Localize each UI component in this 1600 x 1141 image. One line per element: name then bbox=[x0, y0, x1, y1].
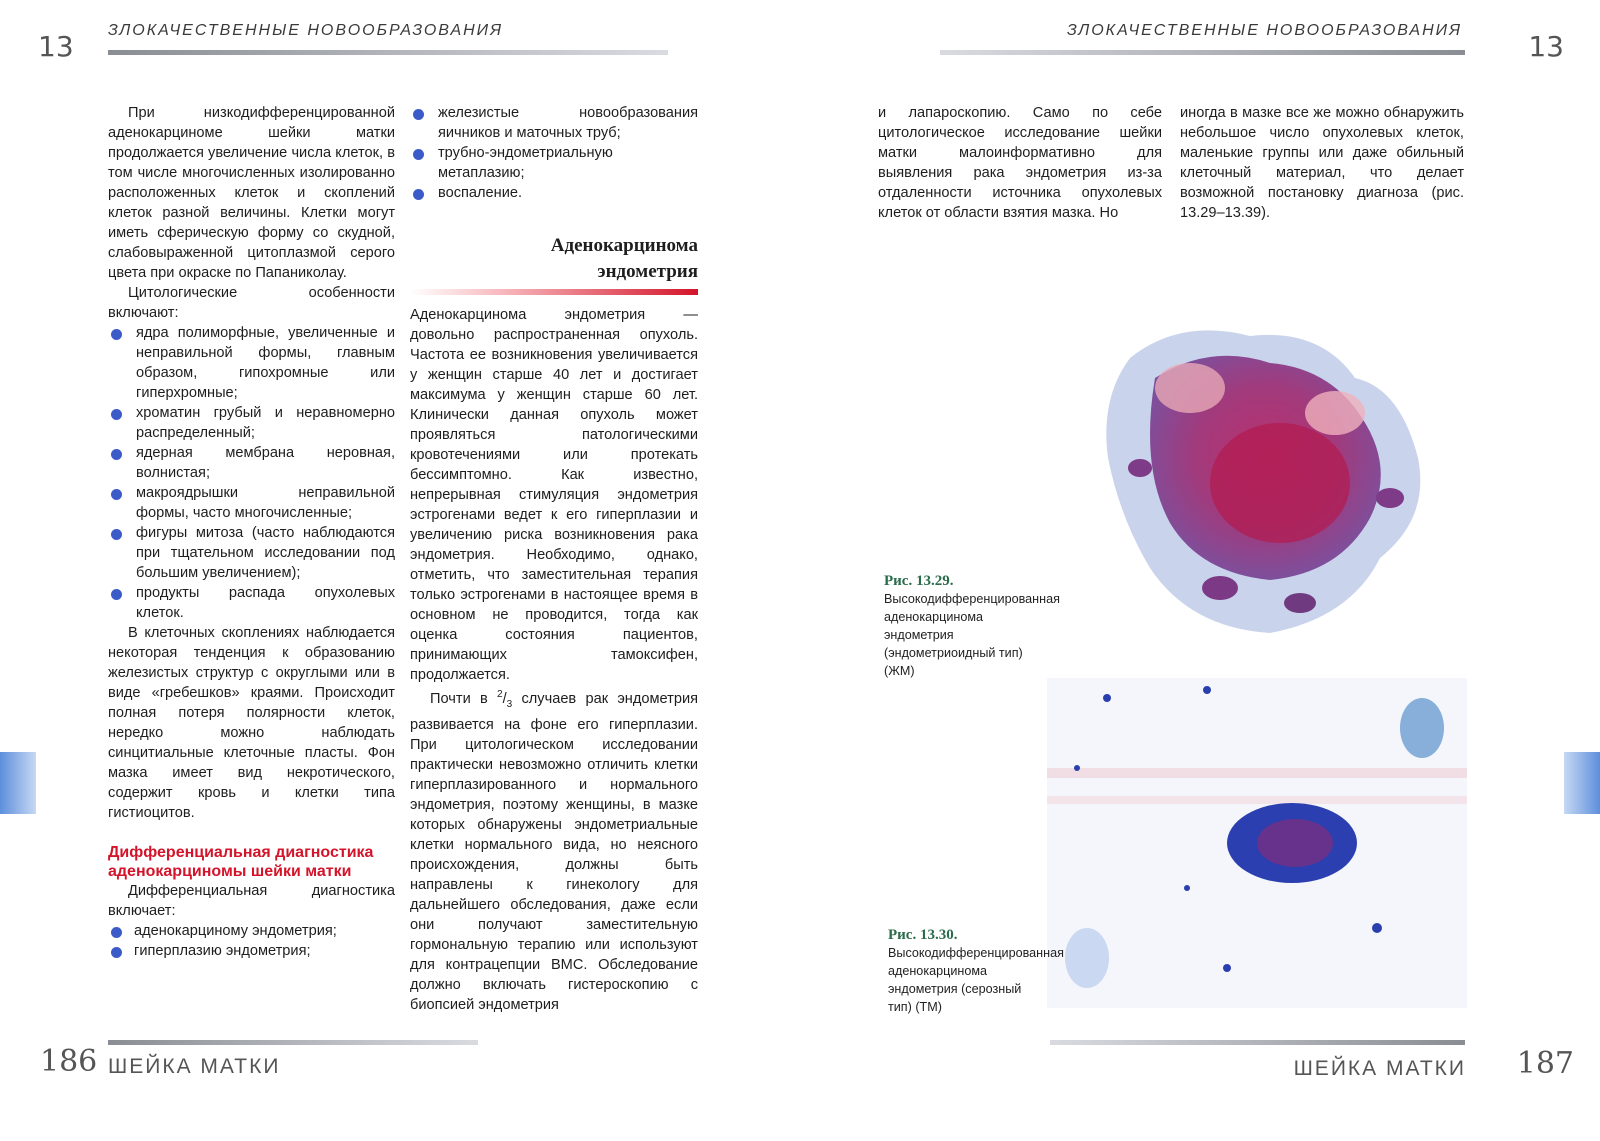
differential-list bbox=[108, 921, 395, 961]
side-tab-right bbox=[1564, 752, 1600, 814]
list-item: ядра полиморфные, увеличенные и неправильной формы, главным образом, гипохромные или гиперхромные; bbox=[108, 323, 395, 403]
figure-caption-text: Высокодифференцированная аденокарцинома эндометрия (серозный тип) (ТМ) bbox=[888, 946, 1064, 1014]
list-item: воспаление. bbox=[410, 183, 698, 203]
list-item: аденокарциному эндометрия; bbox=[108, 921, 395, 941]
section-heading-differential: Дифференциальная диагностика аденокарциномы шейки матки bbox=[108, 844, 374, 880]
paragraph: Дифференциальная диагностика включает: bbox=[108, 883, 395, 919]
feature-list bbox=[108, 323, 395, 623]
chapter-number-right: 13 bbox=[1528, 30, 1564, 63]
list-item: ядерная мембрана неровная, волнистая; bbox=[108, 443, 395, 483]
paragraph: При низкодифференцированной аденокарциноме шейки матки продолжается увеличение числа клеток, в том числе многочисленных изолированно расположенных клеток и скоплений клеток разной величины. Клетки могут иметь сферическую форму со скудной, слабовыраженной цитоплазмой серого цвета при окраске по Папаниколау. bbox=[108, 105, 395, 281]
differential-list-continued bbox=[410, 103, 698, 203]
footer-rule-left bbox=[108, 1040, 478, 1045]
right-page-column-1 bbox=[878, 103, 1162, 223]
paragraph: В клеточных скоплениях наблюдается некоторая тенденция к образованию железистых структур с округлыми или в виде «гребешков» краями. Происходит полная потеря полярности клеток, нередко можно наблюдать синцитиальные клеточные пласты. Фон мазка имеет вид некротического, содержит кровь и клетки типа гистиоцитов. bbox=[108, 625, 395, 821]
text-span: Почти в bbox=[430, 690, 498, 707]
paragraph: Почти в $^2/_3$ случаев рак эндометрия развивается на фоне его гиперплазии. При цитологическом исследовании практически невозможно отличить клетки гиперплазированного и нормального эндометрия, поэтому женщины, в мазке которых обнаружены эндометриальные клетки нормального вида, но неясного происхождения, должны быть направлены к гинекологу для дальнейшего обследования, даже если они получают заместительную гормональную терапию или используют для контрацепции ВМС. Обследование должно включать гистероскопию с биопсией эндометрия bbox=[410, 689, 699, 1013]
list-item: гиперплазию эндометрия; bbox=[108, 941, 395, 961]
fraction-numerator: 2 bbox=[497, 689, 503, 700]
left-page-column-1 bbox=[108, 103, 395, 961]
figure-label: Рис. 13.29. bbox=[884, 573, 954, 589]
paragraph: иногда в мазке все же можно обнаружить небольшое число опухолевых клеток, маленькие группы или даже обильный клеточный материал, что делает возможной постановку диагноза (рис. 13.29–13.39). bbox=[1180, 105, 1464, 221]
header-rule-left bbox=[108, 50, 668, 55]
figure-label: Рис. 13.30. bbox=[888, 927, 958, 943]
paragraph: Аденокарцинома эндометрия — довольно распространенная опухоль. Частота ее возникновения увеличивается у женщин старше 40 лет и достигает максимума у женщин старше 60 лет. Клинически данная опухоль может проявляться патологическими кровотечениями или протекать бессимптомно. Как известно, непрерывная стимуляция эндометрия эстрогенами ведет к его гиперплазии и увеличению риска возникновения рака эндометрия. Необходимо, однако, отметить, что заместительная терапия только эстрогенами в настоящее время в основном не проводится, тогда как оценка состояния пациентов, принимающих тамоксифен, продолжается. bbox=[410, 307, 698, 683]
footer-section-right: ШЕЙКА МАТКИ bbox=[1293, 1057, 1466, 1080]
page-number-right: 187 bbox=[1516, 1046, 1574, 1081]
page-number-left: 186 bbox=[40, 1044, 98, 1079]
text-span: случаев рак эндометрия развивается на фоне его гиперплазии. При цитологическом исследовании практически невозможно отличить клетки гиперплазированного и нормального эндометрия, поэтому женщины, в мазке которых обнаружены эндометриальные клетки нормального вида, но неясного происхождения, должны быть направлены к гинекологу для дальнейшего обследования, даже если они получают заместительную гормональную терапию или используют для контрацепции ВМС. Обследование должно включать гистероскопию с биопсией эндометрия bbox=[410, 690, 699, 1013]
paragraph: и лапароскопию. Само по себе цитологическое исследование шейки матки малоинформативно для выявления рака эндометрия из-за отдаленности источника опухолевых клеток от области взятия мазка. Но bbox=[878, 105, 1162, 221]
section-heading-endometrium bbox=[410, 233, 698, 285]
list-item: железистые новообразования яичников и маточных труб; bbox=[410, 103, 698, 143]
running-title-right: ЗЛОКАЧЕСТВЕННЫЕ НОВООБРАЗОВАНИЯ bbox=[1066, 22, 1462, 39]
list-item: трубно-эндометриальную метаплазию; bbox=[410, 143, 698, 183]
paragraph: Цитологические особенности включают: bbox=[108, 285, 395, 321]
fraction-denominator: 3 bbox=[506, 698, 513, 710]
right-page-column-2 bbox=[1180, 103, 1464, 223]
header-rule-right bbox=[940, 50, 1465, 55]
heading-line: Аденокарцинома bbox=[550, 235, 698, 256]
figure-caption-13-30 bbox=[888, 926, 1064, 1016]
list-item: продукты распада опухолевых клеток. bbox=[108, 583, 395, 623]
heading-line: эндометрия bbox=[597, 261, 698, 282]
figure-13-30-micrograph bbox=[1047, 678, 1467, 1008]
figure-caption-13-29 bbox=[884, 572, 1060, 680]
figure-13-29-micrograph bbox=[1100, 318, 1440, 648]
heading-underline bbox=[410, 289, 698, 295]
list-item: макроядрышки неправильной формы, часто многочисленные; bbox=[108, 483, 395, 523]
running-title-left: ЗЛОКАЧЕСТВЕННЫЕ НОВООБРАЗОВАНИЯ bbox=[108, 22, 504, 39]
footer-rule-right bbox=[1050, 1040, 1465, 1045]
figure-caption-text: Высокодифференцированная аденокарцинома эндометрия (эндометриоидный тип) (ЖМ) bbox=[884, 592, 1060, 678]
list-item: фигуры митоза (часто наблюдаются при тщательном исследовании под большим увеличением); bbox=[108, 523, 395, 583]
footer-section-left: ШЕЙКА МАТКИ bbox=[108, 1055, 281, 1078]
list-item: хроматин грубый и неравномерно распределенный; bbox=[108, 403, 395, 443]
side-tab-left bbox=[0, 752, 36, 814]
chapter-number-left: 13 bbox=[38, 30, 74, 63]
left-page-column-2 bbox=[410, 103, 698, 1015]
